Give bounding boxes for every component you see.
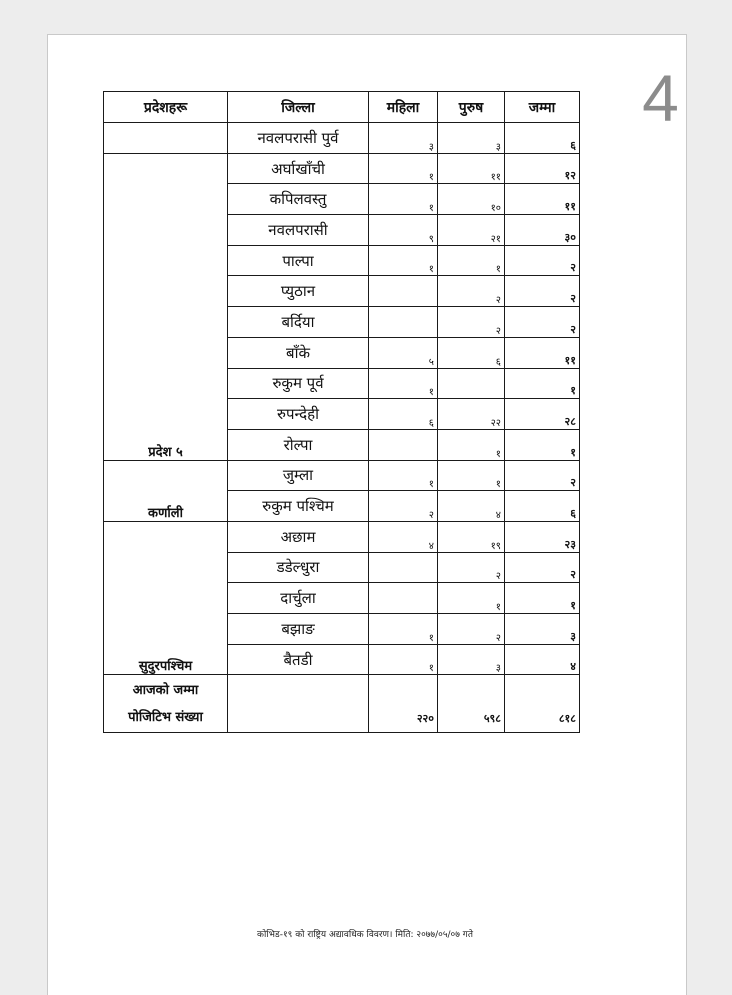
total-count-cell: ६: [505, 491, 580, 522]
district-cell: नवलपरासी: [228, 215, 369, 246]
female-count-cell: १: [369, 368, 438, 399]
total-count-cell: १: [505, 368, 580, 399]
table-row: [104, 123, 580, 154]
female-count-cell: [369, 276, 438, 307]
covid-cases-table: [103, 91, 580, 733]
grand-total-label-line1: आजको जम्मा: [132, 682, 199, 698]
female-count-cell: [369, 307, 438, 338]
district-cell: प्युठान: [228, 276, 369, 307]
total-count-cell: ३०: [505, 215, 580, 246]
total-count-cell: २: [505, 460, 580, 491]
total-count-cell: ३: [505, 614, 580, 645]
district-cell: बाँके: [228, 337, 369, 368]
grand-total-empty-cell: [228, 675, 369, 733]
male-count-cell: १: [438, 245, 505, 276]
district-cell: अछाम: [228, 521, 369, 552]
total-count-cell: २: [505, 245, 580, 276]
grand-total-female: २२०: [369, 675, 438, 733]
district-cell: जुम्ला: [228, 460, 369, 491]
grand-total-label-line2: पोजिटिभ संख्या: [128, 709, 203, 725]
male-count-cell: ३: [438, 644, 505, 675]
male-count-cell: १: [438, 429, 505, 460]
male-count-cell: २: [438, 276, 505, 307]
male-count-cell: २२: [438, 399, 505, 430]
total-count-cell: १: [505, 583, 580, 614]
grand-total-male: ५९८: [438, 675, 505, 733]
male-count-cell: १: [438, 460, 505, 491]
male-count-cell: १: [438, 583, 505, 614]
female-count-cell: १: [369, 245, 438, 276]
male-count-cell: ३: [438, 123, 505, 154]
female-count-cell: ५: [369, 337, 438, 368]
table-body: [104, 123, 580, 675]
female-count-cell: १: [369, 614, 438, 645]
total-count-cell: १२: [505, 153, 580, 184]
total-count-cell: २८: [505, 399, 580, 430]
district-cell: दार्चुला: [228, 583, 369, 614]
page-number: 4: [642, 61, 679, 135]
district-cell: रुकुम पूर्व: [228, 368, 369, 399]
female-count-cell: १: [369, 153, 438, 184]
male-count-cell: ६: [438, 337, 505, 368]
district-cell: डडेल्धुरा: [228, 552, 369, 583]
province-cell: [104, 123, 228, 154]
district-cell: रोल्पा: [228, 429, 369, 460]
female-count-cell: ३: [369, 123, 438, 154]
header-total: जम्मा: [505, 92, 580, 123]
district-cell: अर्घाखाँची: [228, 153, 369, 184]
male-count-cell: २: [438, 552, 505, 583]
table-row: [104, 153, 580, 184]
table-row: [104, 460, 580, 491]
province-cell: प्रदेश ५: [104, 153, 228, 460]
total-count-cell: ६: [505, 123, 580, 154]
total-count-cell: २: [505, 307, 580, 338]
district-cell: कपिलवस्तु: [228, 184, 369, 215]
page-footer: कोभिड-१९ को राष्ट्रिय अद्यावधिक विवरण। मिति: २०७७/०५/०७ गते: [257, 930, 473, 940]
district-cell: पाल्पा: [228, 245, 369, 276]
male-count-cell: ४: [438, 491, 505, 522]
total-count-cell: ४: [505, 644, 580, 675]
district-cell: बझाङ: [228, 614, 369, 645]
district-cell: नवलपरासी पुर्व: [228, 123, 369, 154]
female-count-cell: ४: [369, 521, 438, 552]
province-cell: कर्णाली: [104, 460, 228, 521]
female-count-cell: [369, 552, 438, 583]
grand-total-row: [104, 675, 580, 733]
male-count-cell: २: [438, 307, 505, 338]
district-cell: बर्दिया: [228, 307, 369, 338]
header-province: प्रदेशहरू: [104, 92, 228, 123]
grand-total-label: [104, 675, 228, 733]
header-female: महिला: [369, 92, 438, 123]
grand-total-total: ८१८: [505, 675, 580, 733]
total-count-cell: २३: [505, 521, 580, 552]
total-count-cell: ११: [505, 184, 580, 215]
female-count-cell: [369, 583, 438, 614]
female-count-cell: ६: [369, 399, 438, 430]
table-row: [104, 521, 580, 552]
total-count-cell: २: [505, 276, 580, 307]
district-cell: रुपन्देही: [228, 399, 369, 430]
female-count-cell: १: [369, 644, 438, 675]
male-count-cell: १०: [438, 184, 505, 215]
table-header-row: [104, 92, 580, 123]
male-count-cell: ११: [438, 153, 505, 184]
female-count-cell: [369, 429, 438, 460]
header-district: जिल्ला: [228, 92, 369, 123]
header-male: पुरुष: [438, 92, 505, 123]
female-count-cell: १: [369, 460, 438, 491]
male-count-cell: १९: [438, 521, 505, 552]
female-count-cell: २: [369, 491, 438, 522]
province-cell: सुदुरपश्चिम: [104, 521, 228, 674]
total-count-cell: २: [505, 552, 580, 583]
district-cell: रुकुम पश्चिम: [228, 491, 369, 522]
male-count-cell: २: [438, 614, 505, 645]
total-count-cell: ११: [505, 337, 580, 368]
female-count-cell: १: [369, 184, 438, 215]
total-count-cell: १: [505, 429, 580, 460]
male-count-cell: २१: [438, 215, 505, 246]
district-cell: बैतडी: [228, 644, 369, 675]
male-count-cell: [438, 368, 505, 399]
female-count-cell: ९: [369, 215, 438, 246]
